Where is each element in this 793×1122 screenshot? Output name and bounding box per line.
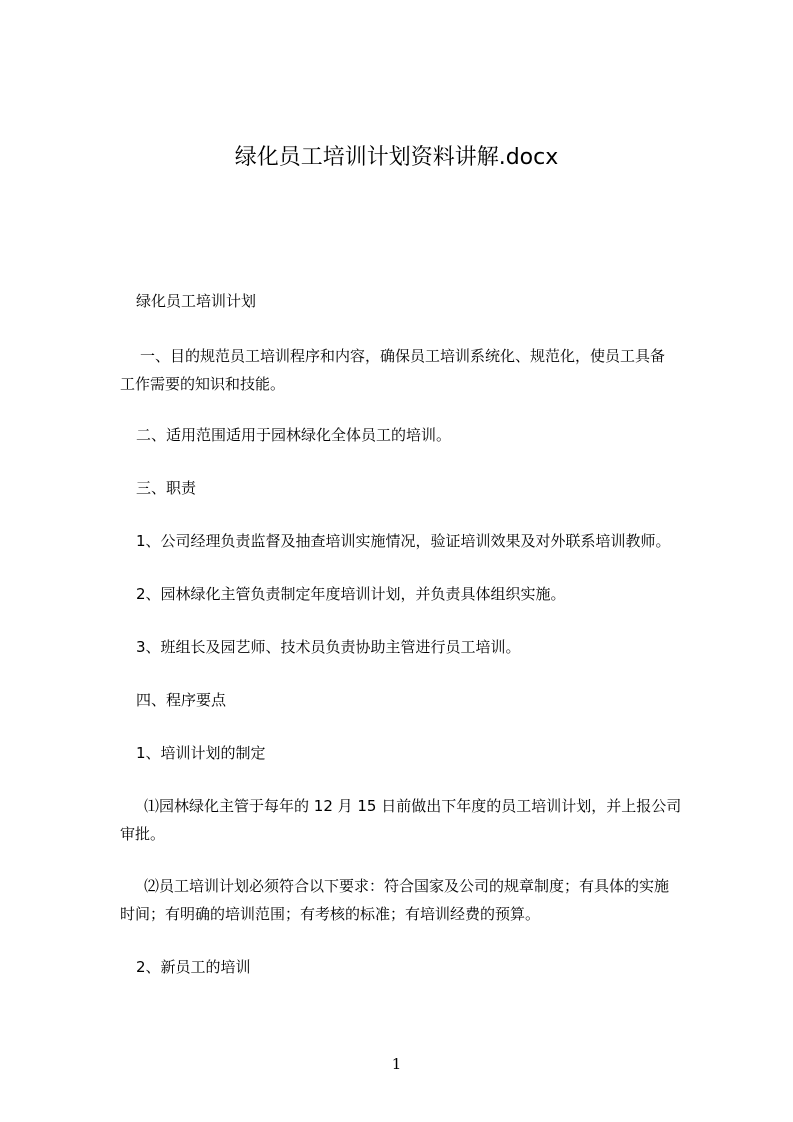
paragraph-heading [136, 287, 721, 315]
paragraph-item [136, 580, 721, 608]
paragraph-line-continued: 时间；有明确的培训范围；有考核的标准；有培训经费的预算。 [120, 905, 541, 923]
paragraph-subitem [120, 792, 729, 848]
paragraph-scope [136, 421, 721, 449]
paragraph-line: 绿化员工培训计划 [136, 292, 257, 310]
document-title: 绿化员工培训计划资料讲解.docx [234, 145, 559, 170]
paragraph-line: 四、程序要点 [136, 691, 227, 709]
paragraph-line-continued: 工作需要的知识和技能。 [120, 375, 286, 393]
paragraph-line-continued: 审批。 [120, 825, 166, 843]
paragraph-responsibilities [136, 474, 721, 502]
paragraph-line: ⑴园林绿化主管于每年的 12 月 15 日前做出下年度的员工培训计划，并上报公司 [144, 797, 682, 815]
paragraph-line: 1、培训计划的制定 [136, 744, 266, 762]
paragraph-line: 2、园林绿化主管负责制定年度培训计划，并负责具体组织实施。 [136, 585, 566, 603]
paragraph-line: 3、班组长及园艺师、技术员负责协助主管进行员工培训。 [136, 638, 521, 656]
paragraph-line: 一、目的规范员工培训程序和内容，确保员工培训系统化、规范化，使员工具备 [140, 347, 666, 365]
paragraph-line: 二、适用范围适用于园林绿化全体员工的培训。 [136, 426, 452, 444]
paragraph-line: 2、新员工的培训 [136, 958, 251, 976]
paragraph-procedure-heading [136, 686, 721, 714]
paragraph-item [136, 953, 721, 981]
paragraph-subitem [120, 872, 729, 928]
paragraph-item [136, 739, 721, 767]
paragraph-line: 1、公司经理负责监督及抽查培训实施情况，验证培训效果及对外联系培训教师。 [136, 532, 671, 550]
paragraph-purpose [120, 342, 725, 398]
page-number: 1 [391, 1055, 402, 1073]
paragraph-item [136, 633, 721, 661]
paragraph-line: ⑵员工培训计划必须符合以下要求：符合国家及公司的规章制度；有具体的实施 [144, 877, 670, 895]
paragraph-item [136, 527, 721, 555]
paragraph-line: 三、职责 [136, 479, 197, 497]
